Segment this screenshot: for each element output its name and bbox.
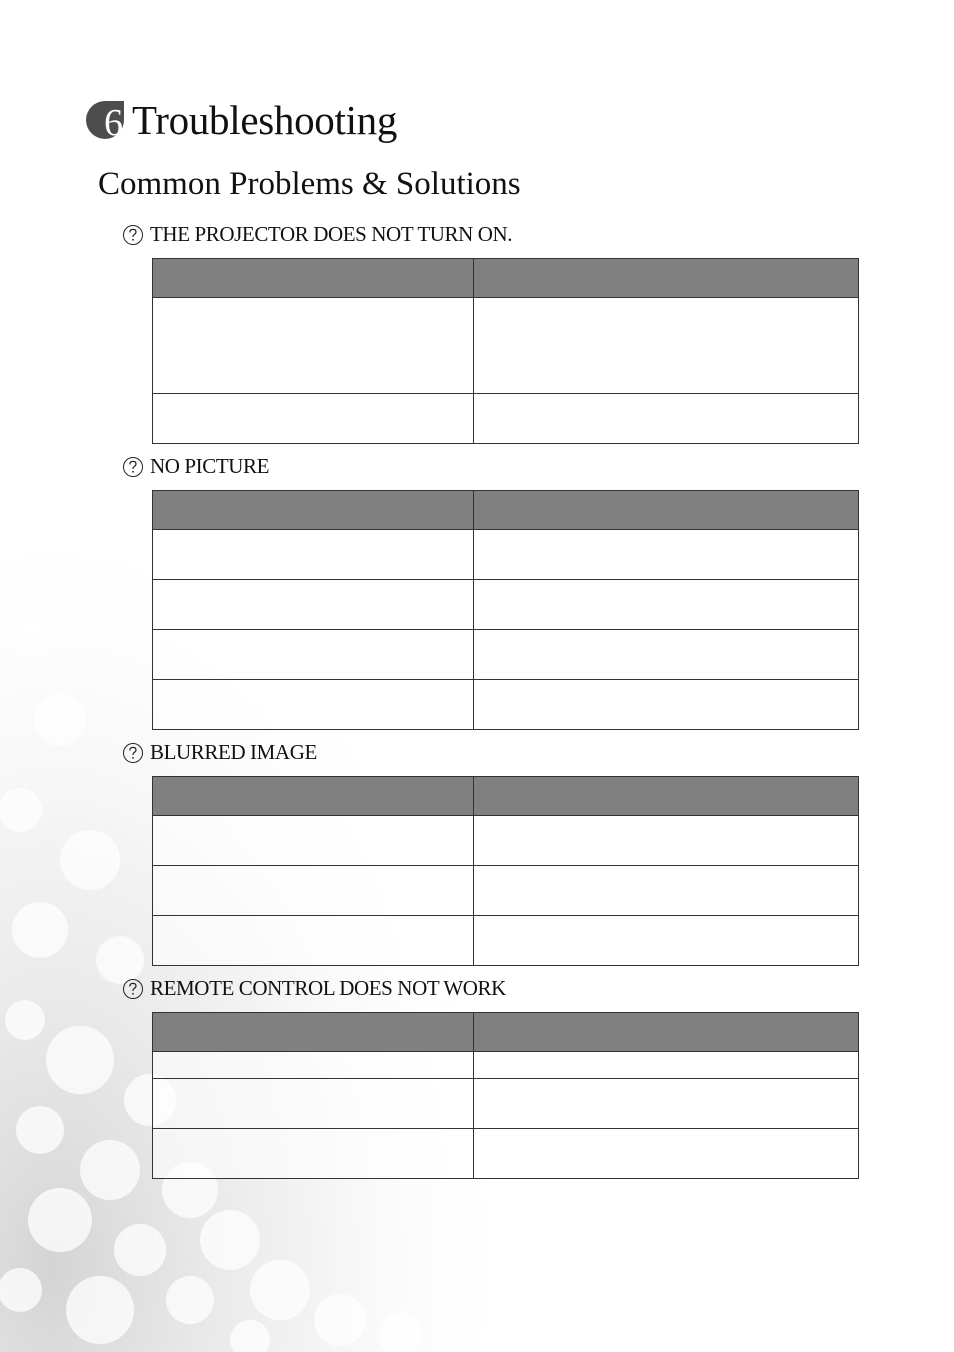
header-cause — [153, 491, 474, 530]
cell-remedy — [474, 1079, 859, 1129]
cell-cause — [153, 1129, 474, 1179]
table-row — [153, 866, 859, 916]
header-cause — [153, 777, 474, 816]
table-header-row — [153, 259, 859, 298]
table-row — [153, 530, 859, 580]
cell-cause — [153, 580, 474, 630]
header-remedy — [474, 1013, 859, 1052]
chapter-number: 6 — [104, 102, 123, 144]
cell-remedy — [474, 580, 859, 630]
header-remedy — [474, 259, 859, 298]
table-row — [153, 1079, 859, 1129]
problem-heading-no-power — [122, 222, 512, 247]
header-cause — [153, 259, 474, 298]
cell-cause — [153, 530, 474, 580]
cell-cause — [153, 630, 474, 680]
problem-heading-text: THE PROJECTOR DOES NOT TURN ON. — [150, 222, 513, 246]
table-row — [153, 1052, 859, 1079]
table-no-picture — [152, 490, 859, 730]
table-row — [153, 816, 859, 866]
cell-cause — [153, 298, 474, 394]
table-row — [153, 394, 859, 444]
chapter-number-badge — [84, 99, 126, 144]
question-circle-icon — [122, 456, 144, 478]
question-circle-icon — [122, 224, 144, 246]
table-row — [153, 680, 859, 730]
table-row — [153, 916, 859, 966]
cell-remedy — [474, 298, 859, 394]
problem-heading-text: NO PICTURE — [150, 454, 270, 478]
cell-remedy — [474, 1052, 859, 1079]
cell-cause — [153, 916, 474, 966]
cell-cause — [153, 866, 474, 916]
cell-cause — [153, 1052, 474, 1079]
cell-remedy — [474, 630, 859, 680]
header-remedy — [474, 777, 859, 816]
cell-remedy — [474, 394, 859, 444]
cell-remedy — [474, 1129, 859, 1179]
question-circle-icon — [122, 742, 144, 764]
table-row — [153, 298, 859, 394]
cell-remedy — [474, 530, 859, 580]
header-remedy — [474, 491, 859, 530]
table-row — [153, 630, 859, 680]
question-circle-icon — [122, 978, 144, 1000]
cell-remedy — [474, 916, 859, 966]
table-header-row — [153, 777, 859, 816]
problem-heading-text: REMOTE CONTROL DOES NOT WORK — [150, 976, 506, 1000]
table-row — [153, 1129, 859, 1179]
problem-heading-text: BLURRED IMAGE — [150, 740, 317, 764]
table-row — [153, 580, 859, 630]
table-blurred-image — [152, 776, 859, 966]
problem-heading-blurred-image — [122, 740, 317, 765]
chapter-title: Troubleshooting — [132, 97, 398, 143]
chapter-header — [84, 94, 397, 146]
cell-cause — [153, 394, 474, 444]
table-header-row — [153, 1013, 859, 1052]
cell-cause — [153, 816, 474, 866]
cell-remedy — [474, 816, 859, 866]
cell-remedy — [474, 866, 859, 916]
section-title: Common Problems & Solutions — [98, 166, 521, 202]
header-cause — [153, 1013, 474, 1052]
table-remote-control — [152, 1012, 859, 1179]
table-header-row — [153, 491, 859, 530]
cell-cause — [153, 1079, 474, 1129]
problem-heading-no-picture — [122, 454, 269, 479]
table-no-power — [152, 258, 859, 444]
cell-remedy — [474, 680, 859, 730]
cell-cause — [153, 680, 474, 730]
problem-heading-remote-control — [122, 976, 506, 1001]
